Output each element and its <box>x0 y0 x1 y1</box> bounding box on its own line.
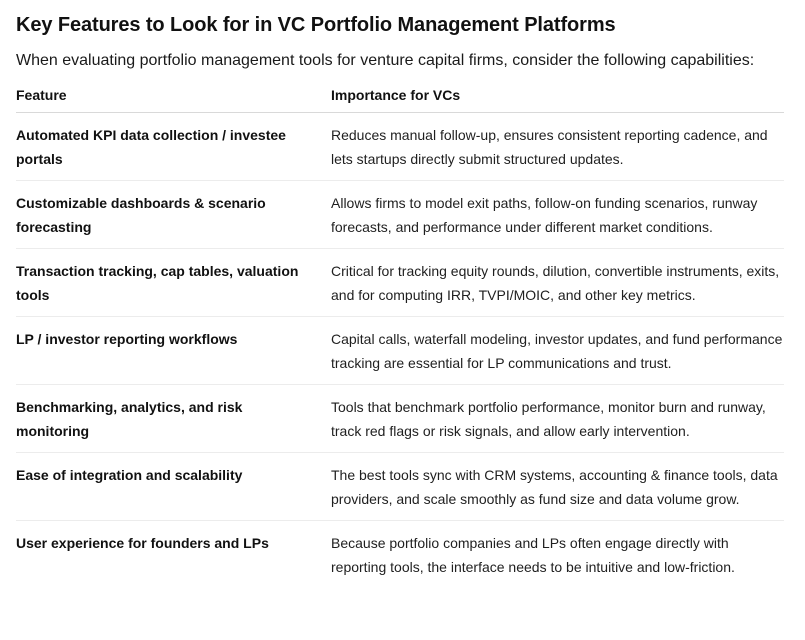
table-row <box>16 181 784 249</box>
importance-cell: The best tools sync with CRM systems, accounting & finance tools, data providers, and scale smoothly as fund size and data volume grow. <box>331 453 784 521</box>
page-title: Key Features to Look for in VC Portfolio Management Platforms <box>16 14 616 36</box>
importance-cell: Critical for tracking equity rounds, dilution, convertible instruments, exits, and for computing IRR, TVPI/MOIC, and other key metrics. <box>331 249 784 317</box>
feature-cell: Transaction tracking, cap tables, valuation tools <box>16 249 331 317</box>
importance-cell: Because portfolio companies and LPs often engage directly with reporting tools, the interface needs to be intuitive and low-friction. <box>331 535 735 575</box>
table-row <box>16 249 784 317</box>
feature-cell: User experience for founders and LPs <box>16 535 269 551</box>
feature-cell: Benchmarking, analytics, and risk monitoring <box>16 385 331 453</box>
intro-paragraph: When evaluating portfolio management tools for venture capital firms, consider the following capabilities: <box>16 52 755 69</box>
features-table <box>16 85 784 588</box>
table-row <box>16 113 784 181</box>
table-row <box>16 385 784 453</box>
importance-cell: Tools that benchmark portfolio performance, monitor burn and runway, track red flags or risk signals, and allow early intervention. <box>331 385 784 453</box>
table-header-row <box>16 85 784 113</box>
table-row <box>16 521 784 589</box>
feature-cell: Customizable dashboards & scenario forecasting <box>16 181 331 249</box>
importance-cell: Allows firms to model exit paths, follow-on funding scenarios, runway forecasts, and performance under different market conditions. <box>331 181 784 249</box>
importance-cell: Reduces manual follow-up, ensures consistent reporting cadence, and lets startups directly submit structured updates. <box>331 113 784 181</box>
feature-cell: LP / investor reporting workflows <box>16 317 331 385</box>
importance-cell: Capital calls, waterfall modeling, investor updates, and fund performance tracking are essential for LP communications and trust. <box>331 317 784 385</box>
table-body <box>16 113 784 589</box>
column-header-importance: Importance for VCs <box>331 85 784 113</box>
table-row <box>16 453 784 521</box>
feature-cell: Automated KPI data collection / investee portals <box>16 113 331 181</box>
table-header <box>16 85 784 113</box>
table-row <box>16 317 784 385</box>
column-header-feature: Feature <box>16 85 331 113</box>
feature-cell: Ease of integration and scalability <box>16 453 331 521</box>
